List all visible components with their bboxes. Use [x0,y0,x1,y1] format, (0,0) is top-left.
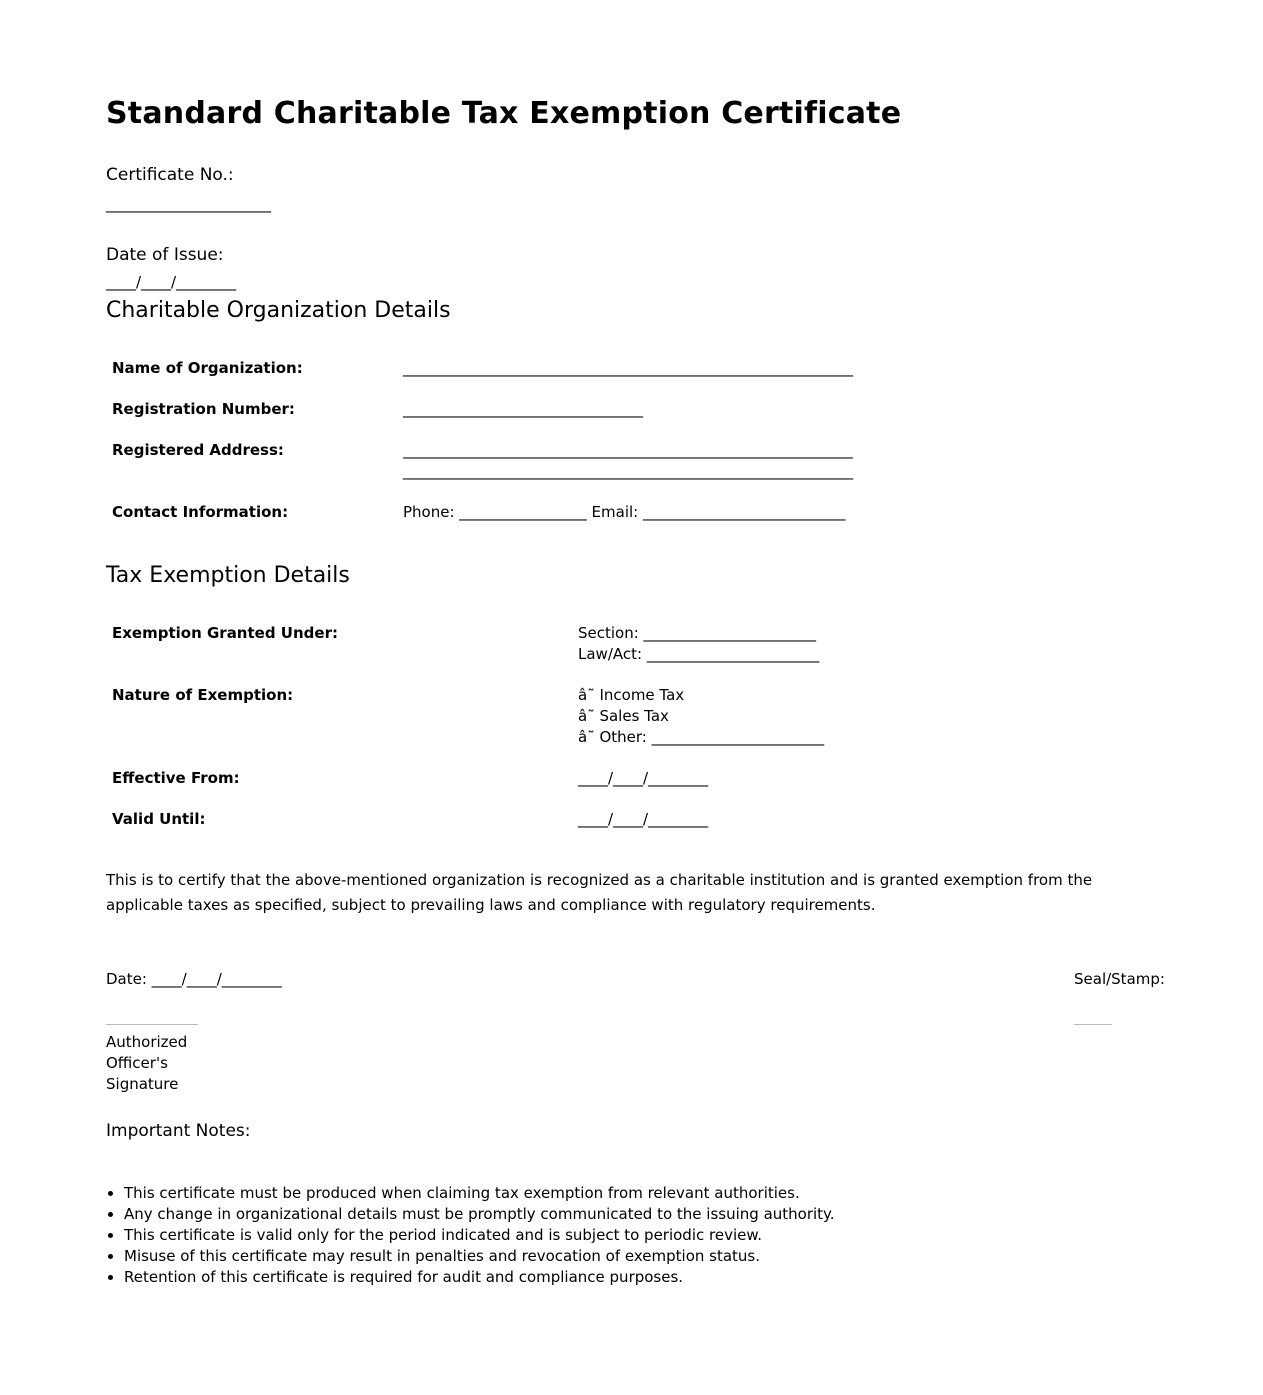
list-item: • Misuse of this certificate may result in penalties and revocation of exemption status. [124,1246,835,1267]
income-tax-checkbox[interactable]: â˜ Income Tax [578,686,685,704]
notes-heading: Important Notes: [106,1121,251,1141]
officer-signature-line2: Officer's [106,1054,168,1072]
list-item: • This certificate is valid only for the period indicated and is subject to periodic review. [124,1225,835,1246]
contact-information-field[interactable]: Phone: _________________ Email: ___________________________ [403,503,846,521]
registered-address-field-line1[interactable]: ____________________________________________________________ [403,441,853,459]
certificate-no-label: Certificate No.: [106,165,234,185]
org-section-heading: Charitable Organization Details [106,298,451,323]
sales-tax-checkbox[interactable]: â˜ Sales Tax [578,707,669,725]
contact-information-label: Contact Information: [112,503,289,521]
notes-list [106,1183,835,1288]
effective-from-label: Effective From: [112,769,240,787]
page-title: Standard Charitable Tax Exemption Certificate [106,96,902,131]
tax-section-heading: Tax Exemption Details [106,563,350,588]
date-of-issue-field[interactable]: ____/____/________ [106,273,237,291]
org-name-field[interactable]: ____________________________________________________________ [403,359,853,377]
certification-statement: This is to certify that the above-mentioned organization is recognized as a charitable institution and is granted exemption from the applicable taxes as specified, subject to prevailing laws and compliance with regulatory requirements. [106,871,1093,914]
seal-line[interactable] [1074,1024,1112,1025]
officer-signature-line1: Authorized [106,1033,188,1051]
list-item: • This certificate must be produced when claiming tax exemption from relevant authorities. [124,1183,835,1204]
date-of-issue-label: Date of Issue: [106,245,224,265]
signature-date-field[interactable]: Date: ____/____/________ [106,970,282,988]
list-item: • Any change in organizational details must be promptly communicated to the issuing authority. [124,1204,835,1225]
signature-line[interactable] [106,1024,198,1025]
registered-address-field-line2[interactable]: ____________________________________________________________ [403,462,853,480]
certificate-no-field[interactable]: ______________________ [106,195,271,213]
seal-stamp-label: Seal/Stamp: [1074,970,1165,988]
registration-number-field[interactable]: ________________________________ [403,400,643,418]
org-name-label: Name of Organization: [112,359,303,377]
section-field[interactable]: Section: _______________________ [578,624,817,642]
valid-until-label: Valid Until: [112,810,206,828]
list-item: • Retention of this certificate is required for audit and compliance purposes. [124,1267,835,1288]
exemption-under-label: Exemption Granted Under: [112,624,338,642]
valid-until-field[interactable]: ____/____/________ [578,810,709,828]
effective-from-field[interactable]: ____/____/________ [578,769,709,787]
nature-of-exemption-label: Nature of Exemption: [112,686,294,704]
other-tax-checkbox[interactable]: â˜ Other: _______________________ [578,728,825,746]
registered-address-label: Registered Address: [112,441,284,459]
law-act-field[interactable]: Law/Act: _______________________ [578,645,820,663]
registration-number-label: Registration Number: [112,400,295,418]
officer-signature-line3: Signature [106,1075,179,1093]
